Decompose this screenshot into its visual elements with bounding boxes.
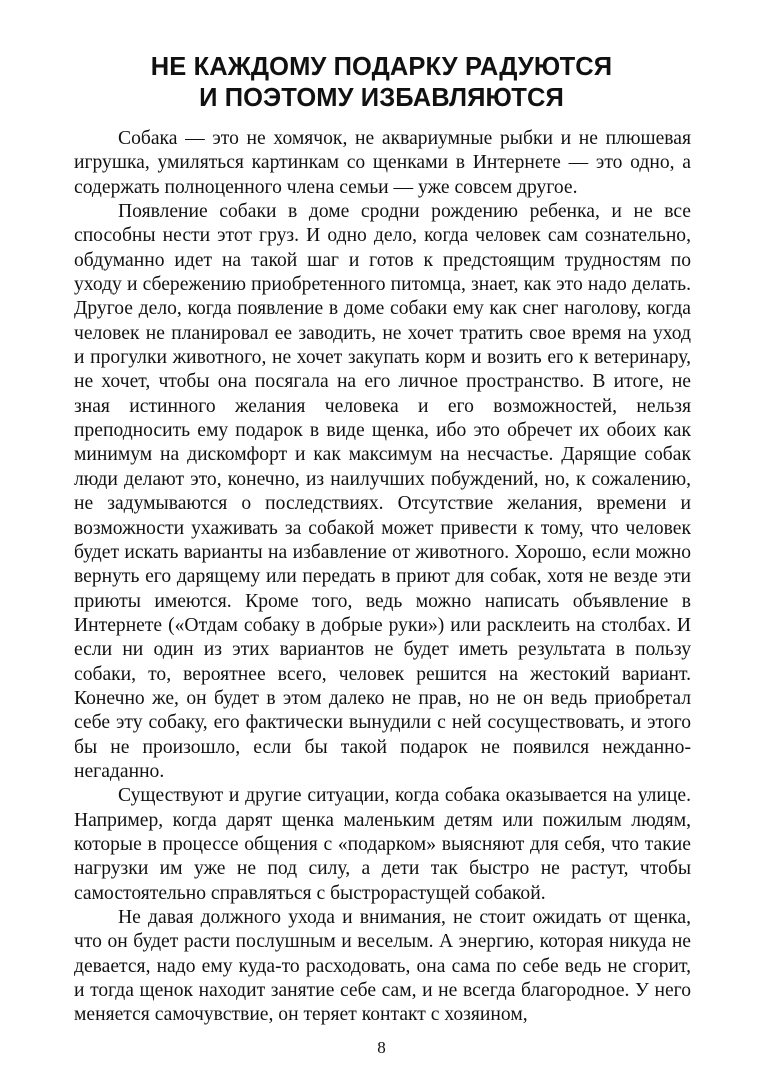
chapter-title — [60, 52, 703, 114]
paragraph: Собака — это не хомячок, не аквариумные рыбки и не плюшевая игрушка, умиляться картинкам со щенками в Интернете — это одно, а содержать полноценного члена семьи — уже совсем другое. — [74, 128, 691, 198]
paragraph: Существуют и другие ситуации, когда собака оказывается на улице. Например, когда дарят щенка маленьким детям или пожилым людям, которые в процессе общения с «подарком» выясняют для себя, что такие нагрузки им уже не под силу, а дети так быстро не растут, чтобы самостоятельно справляться с быстрорастущей собакой. — [74, 785, 691, 904]
body-text — [74, 127, 691, 1028]
paragraph: Появление собаки в доме сродни рождению ребенка, и не все способны нести этот груз. И одно дело, когда человек сам сознательно, обдуманно идет на такой шаг и готов к предстоящим трудностям по уходу и сбережению приобретенного питомца, знает, как это надо делать. Другое дело, когда появление в доме собаки ему как снег наголову, когда человек не планировал ее заводить, не хочет тратить свое время на уход и прогулки животного, не хочет закупать корм и возить его к ветеринару, не хочет, чтобы она посягала на его личное пространство. В итоге, не зная истинного желания человека и его возможностей, нельзя преподносить ему подарок в виде щенка, ибо это обречет их обоих как минимум на дискомфорт и как максимум на несчастье. Дарящие собак люди делают это, конечно, из наилучших побуждений, но, к сожалению, не задумываются о последствиях. Отсутствие желания, времени и возможности ухаживать за собакой может привести к тому, что человек будет искать варианты на избавление от животного. Хорошо, если можно вернуть его дарящему или передать в приют для собак, хотя не везде эти приюты имеются. Кроме того, ведь можно написать объявление в Интернете («Отдам собаку в добрые руки») или расклеить на столбах. И если ни один из этих вариантов не будет иметь результата в пользу собаки, то, вероятнее всего, человек решится на жестокий вариант. Конечно же, он будет в этом далеко не прав, но не он ведь приобретал себе эту собаку, его фактически вынудили с ней сосуществовать, и этого бы не произошло, если бы такой подарок не появился нежданно-негаданно. — [74, 201, 691, 782]
chapter-title-line-1: НЕ КАЖДОМУ ПОДАРКУ РАДУЮТСЯ — [150, 53, 613, 81]
paragraph: Не давая должного ухода и внимания, не стоит ожидать от щенка, что он будет расти послушным и веселым. А энергию, которая никуда не девается, надо ему куда-то расходовать, она сама по себе ведь не сгорит, и тогда щенок находит занятие себе сам, и не всегда благородное. У него меняется самочувствие, он теряет контакт с хозяином, — [74, 907, 691, 1026]
page-number: 8 — [377, 1038, 386, 1057]
chapter-title-line-2: И ПОЭТОМУ ИЗБАВЛЯЮТСЯ — [199, 84, 564, 112]
